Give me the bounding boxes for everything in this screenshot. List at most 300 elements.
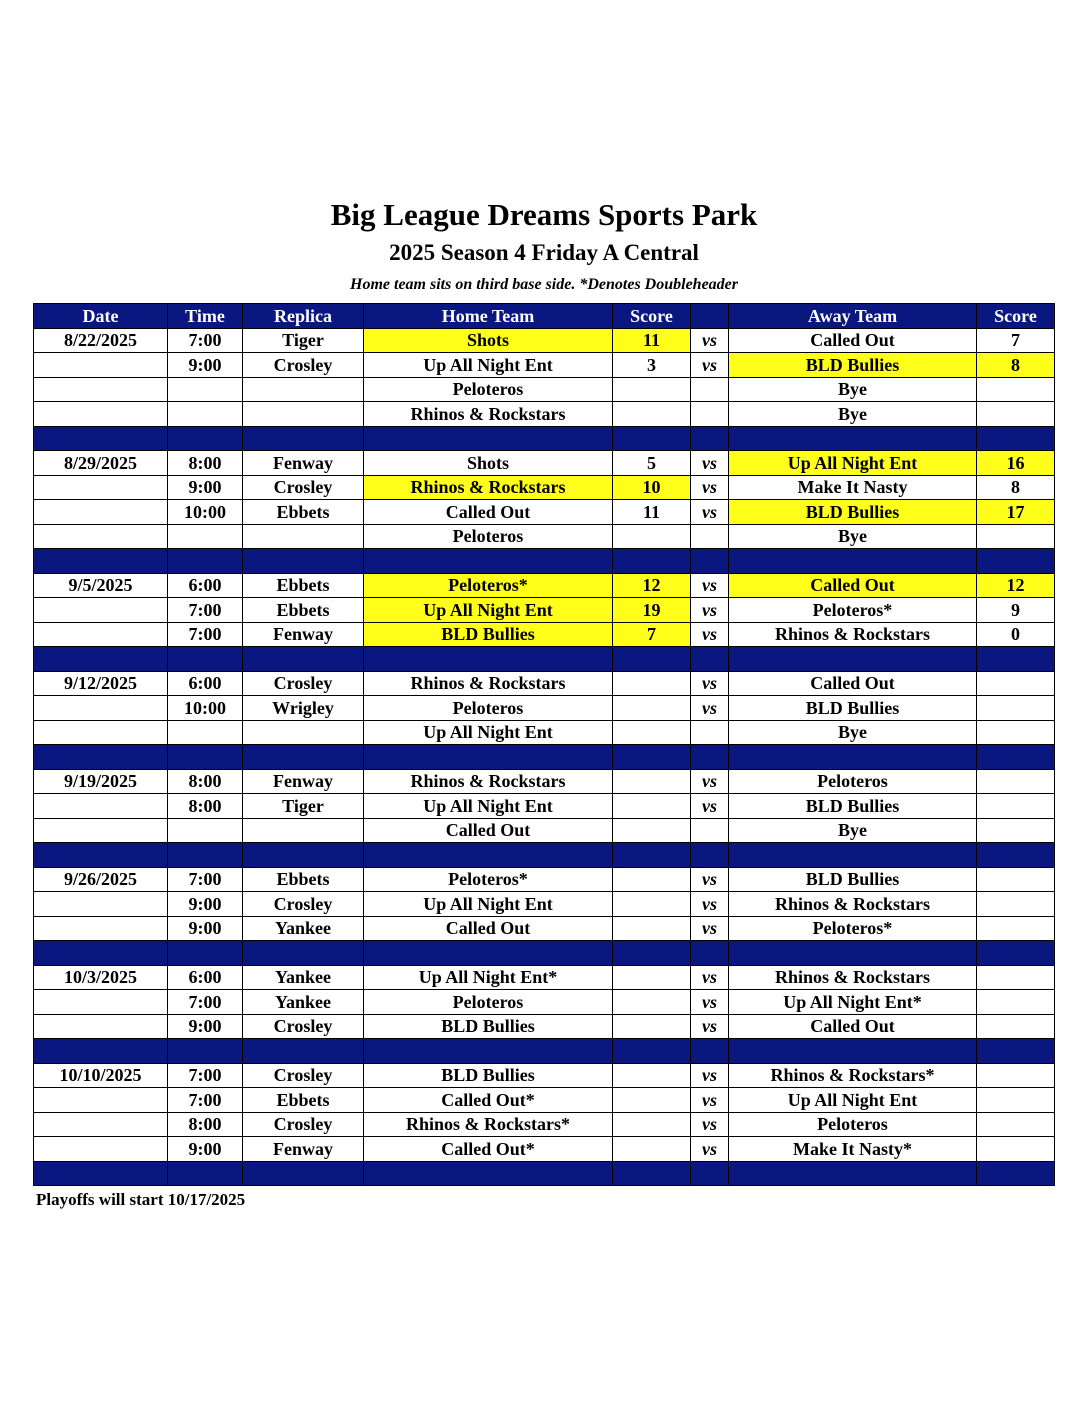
time-cell: 9:00 [168, 1014, 243, 1039]
away-score-cell [977, 402, 1055, 427]
home-team-cell: BLD Bullies [364, 622, 613, 647]
separator-cell [729, 941, 977, 966]
separator-cell [34, 426, 168, 451]
home-team-cell: Up All Night Ent* [364, 965, 613, 990]
away-score-cell [977, 1014, 1055, 1039]
header-vs [691, 304, 729, 329]
separator-cell [977, 1161, 1055, 1186]
replica-cell: Fenway [243, 1137, 364, 1162]
home-score-cell: 3 [613, 353, 691, 378]
separator-cell [977, 426, 1055, 451]
vs-cell: vs [691, 353, 729, 378]
vs-cell [691, 720, 729, 745]
separator-cell [613, 426, 691, 451]
time-cell: 9:00 [168, 475, 243, 500]
date-cell [34, 598, 168, 623]
separator-cell [691, 1161, 729, 1186]
time-cell [168, 818, 243, 843]
date-cell [34, 990, 168, 1015]
time-cell: 7:00 [168, 867, 243, 892]
replica-cell: Crosley [243, 1063, 364, 1088]
date-cell [34, 524, 168, 549]
vs-cell [691, 377, 729, 402]
separator-cell [729, 426, 977, 451]
replica-cell: Fenway [243, 769, 364, 794]
home-score-cell: 11 [613, 500, 691, 525]
replica-cell: Crosley [243, 671, 364, 696]
replica-cell: Fenway [243, 451, 364, 476]
replica-cell: Yankee [243, 990, 364, 1015]
replica-cell: Crosley [243, 475, 364, 500]
time-cell: 6:00 [168, 965, 243, 990]
separator-cell [364, 647, 613, 672]
replica-cell: Ebbets [243, 573, 364, 598]
home-score-cell [613, 794, 691, 819]
home-score-cell [613, 1063, 691, 1088]
time-cell: 9:00 [168, 1137, 243, 1162]
home-score-cell: 11 [613, 328, 691, 353]
home-score-cell [613, 990, 691, 1015]
header-away-score: Score [977, 304, 1055, 329]
date-cell [34, 1088, 168, 1113]
header-replica: Replica [243, 304, 364, 329]
vs-cell: vs [691, 328, 729, 353]
date-cell [34, 402, 168, 427]
home-team-cell: Up All Night Ent [364, 720, 613, 745]
table-row [34, 867, 1055, 892]
separator-cell [243, 426, 364, 451]
away-team-cell: Called Out [729, 573, 977, 598]
home-score-cell: 19 [613, 598, 691, 623]
away-score-cell [977, 1112, 1055, 1137]
separator-cell [364, 843, 613, 868]
vs-cell: vs [691, 696, 729, 721]
home-score-cell [613, 916, 691, 941]
table-row [34, 696, 1055, 721]
home-team-cell: Rhinos & Rockstars [364, 475, 613, 500]
home-score-cell [613, 1137, 691, 1162]
home-score-cell [613, 769, 691, 794]
table-row [34, 353, 1055, 378]
home-team-cell: Called Out* [364, 1137, 613, 1162]
replica-cell [243, 402, 364, 427]
home-team-cell: BLD Bullies [364, 1014, 613, 1039]
away-team-cell: Make It Nasty [729, 475, 977, 500]
header-time: Time [168, 304, 243, 329]
away-team-cell: Bye [729, 818, 977, 843]
vs-cell: vs [691, 475, 729, 500]
home-score-cell [613, 1112, 691, 1137]
replica-cell: Fenway [243, 622, 364, 647]
table-row [34, 892, 1055, 917]
time-cell: 7:00 [168, 328, 243, 353]
date-cell [34, 1014, 168, 1039]
separator-cell [34, 1161, 168, 1186]
away-team-cell: Bye [729, 377, 977, 402]
vs-cell: vs [691, 794, 729, 819]
table-row [34, 500, 1055, 525]
separator-cell [613, 647, 691, 672]
header-home-score: Score [613, 304, 691, 329]
away-team-cell: Peloteros* [729, 916, 977, 941]
separator-cell [613, 941, 691, 966]
replica-cell: Ebbets [243, 867, 364, 892]
home-score-cell [613, 818, 691, 843]
separator-cell [243, 1161, 364, 1186]
separator-cell [34, 745, 168, 770]
separator-cell [168, 1161, 243, 1186]
separator-cell [168, 745, 243, 770]
home-team-cell: Up All Night Ent [364, 353, 613, 378]
away-score-cell: 12 [977, 573, 1055, 598]
separator-cell [168, 843, 243, 868]
date-cell [34, 696, 168, 721]
week-separator-row [34, 426, 1055, 451]
time-cell: 6:00 [168, 573, 243, 598]
away-team-cell: BLD Bullies [729, 867, 977, 892]
away-team-cell: BLD Bullies [729, 794, 977, 819]
home-score-cell [613, 402, 691, 427]
replica-cell: Ebbets [243, 500, 364, 525]
away-score-cell [977, 524, 1055, 549]
separator-cell [364, 1039, 613, 1064]
away-score-cell [977, 696, 1055, 721]
home-score-cell: 7 [613, 622, 691, 647]
separator-cell [613, 1039, 691, 1064]
away-score-cell [977, 916, 1055, 941]
table-row [34, 1063, 1055, 1088]
time-cell: 6:00 [168, 671, 243, 696]
home-score-cell: 10 [613, 475, 691, 500]
time-cell: 8:00 [168, 794, 243, 819]
table-header-row [34, 304, 1055, 329]
home-team-cell: Rhinos & Rockstars [364, 671, 613, 696]
separator-cell [729, 1161, 977, 1186]
home-score-cell [613, 377, 691, 402]
separator-cell [613, 745, 691, 770]
away-score-cell [977, 965, 1055, 990]
home-team-cell: Peloteros [364, 524, 613, 549]
home-score-cell [613, 671, 691, 696]
date-cell: 10/3/2025 [34, 965, 168, 990]
away-score-cell [977, 1137, 1055, 1162]
vs-cell: vs [691, 622, 729, 647]
away-score-cell [977, 769, 1055, 794]
table-row [34, 1112, 1055, 1137]
home-team-cell: Rhinos & Rockstars [364, 769, 613, 794]
home-score-cell [613, 524, 691, 549]
date-cell [34, 475, 168, 500]
date-cell: 9/26/2025 [34, 867, 168, 892]
separator-cell [243, 1039, 364, 1064]
away-score-cell [977, 892, 1055, 917]
header-home-team: Home Team [364, 304, 613, 329]
date-cell [34, 818, 168, 843]
schedule-note: Home team sits on third base side. *Denotes Doubleheader [350, 276, 738, 293]
table-row [34, 573, 1055, 598]
away-score-cell [977, 818, 1055, 843]
away-team-cell: Up All Night Ent [729, 1088, 977, 1113]
away-score-cell [977, 377, 1055, 402]
home-team-cell: Shots [364, 451, 613, 476]
time-cell: 7:00 [168, 622, 243, 647]
home-team-cell: Called Out* [364, 1088, 613, 1113]
separator-cell [364, 1161, 613, 1186]
replica-cell: Crosley [243, 892, 364, 917]
separator-cell [977, 941, 1055, 966]
date-cell [34, 916, 168, 941]
table-row [34, 1014, 1055, 1039]
separator-cell [243, 647, 364, 672]
week-separator-row [34, 647, 1055, 672]
away-score-cell: 8 [977, 353, 1055, 378]
away-team-cell: Make It Nasty* [729, 1137, 977, 1162]
home-score-cell [613, 720, 691, 745]
separator-cell [691, 745, 729, 770]
separator-cell [34, 647, 168, 672]
home-team-cell: Rhinos & Rockstars [364, 402, 613, 427]
separator-cell [34, 549, 168, 574]
separator-cell [691, 1039, 729, 1064]
week-separator-row [34, 1039, 1055, 1064]
page-title: Big League Dreams Sports Park [330, 197, 758, 232]
separator-cell [977, 1039, 1055, 1064]
week-separator-row [34, 843, 1055, 868]
separator-cell [243, 549, 364, 574]
time-cell: 9:00 [168, 353, 243, 378]
vs-cell: vs [691, 598, 729, 623]
home-team-cell: Peloteros* [364, 867, 613, 892]
date-cell: 8/22/2025 [34, 328, 168, 353]
away-team-cell: Called Out [729, 328, 977, 353]
time-cell [168, 377, 243, 402]
week-separator-row [34, 941, 1055, 966]
away-team-cell: BLD Bullies [729, 696, 977, 721]
time-cell: 9:00 [168, 892, 243, 917]
vs-cell: vs [691, 769, 729, 794]
vs-cell [691, 524, 729, 549]
home-team-cell: Shots [364, 328, 613, 353]
season-subtitle: 2025 Season 4 Friday A Central [389, 240, 699, 265]
replica-cell [243, 720, 364, 745]
away-score-cell [977, 671, 1055, 696]
date-cell [34, 892, 168, 917]
date-cell: 8/29/2025 [34, 451, 168, 476]
home-score-cell [613, 892, 691, 917]
time-cell: 9:00 [168, 916, 243, 941]
replica-cell: Wrigley [243, 696, 364, 721]
replica-cell: Ebbets [243, 598, 364, 623]
home-score-cell [613, 867, 691, 892]
separator-cell [364, 426, 613, 451]
separator-cell [691, 843, 729, 868]
home-team-cell: Called Out [364, 500, 613, 525]
date-cell [34, 1112, 168, 1137]
table-row [34, 818, 1055, 843]
away-team-cell: Bye [729, 524, 977, 549]
table-row [34, 402, 1055, 427]
time-cell [168, 402, 243, 427]
table-row [34, 990, 1055, 1015]
away-team-cell: BLD Bullies [729, 353, 977, 378]
separator-cell [364, 941, 613, 966]
date-cell [34, 720, 168, 745]
separator-cell [691, 647, 729, 672]
separator-cell [34, 1039, 168, 1064]
away-team-cell: Rhinos & Rockstars [729, 622, 977, 647]
separator-cell [168, 941, 243, 966]
schedule-table [33, 303, 1055, 1186]
separator-cell [168, 426, 243, 451]
vs-cell: vs [691, 990, 729, 1015]
away-score-cell [977, 990, 1055, 1015]
home-team-cell: Up All Night Ent [364, 794, 613, 819]
away-score-cell: 8 [977, 475, 1055, 500]
table-row [34, 1088, 1055, 1113]
away-score-cell [977, 794, 1055, 819]
replica-cell [243, 818, 364, 843]
away-team-cell: Peloteros [729, 769, 977, 794]
date-cell: 9/19/2025 [34, 769, 168, 794]
home-team-cell: BLD Bullies [364, 1063, 613, 1088]
home-team-cell: Peloteros [364, 696, 613, 721]
week-separator-row [34, 549, 1055, 574]
table-row [34, 769, 1055, 794]
home-team-cell: Peloteros [364, 990, 613, 1015]
date-cell: 9/5/2025 [34, 573, 168, 598]
separator-cell [691, 941, 729, 966]
replica-cell [243, 524, 364, 549]
table-row [34, 916, 1055, 941]
table-row [34, 451, 1055, 476]
away-team-cell: Rhinos & Rockstars* [729, 1063, 977, 1088]
separator-cell [34, 941, 168, 966]
separator-cell [168, 1039, 243, 1064]
time-cell: 8:00 [168, 769, 243, 794]
separator-cell [977, 549, 1055, 574]
vs-cell: vs [691, 1137, 729, 1162]
home-score-cell: 5 [613, 451, 691, 476]
vs-cell: vs [691, 892, 729, 917]
separator-cell [243, 745, 364, 770]
separator-cell [729, 647, 977, 672]
away-team-cell: Peloteros [729, 1112, 977, 1137]
replica-cell: Tiger [243, 794, 364, 819]
home-score-cell [613, 1014, 691, 1039]
date-cell: 9/12/2025 [34, 671, 168, 696]
time-cell: 7:00 [168, 1088, 243, 1113]
table-row [34, 671, 1055, 696]
away-team-cell: Rhinos & Rockstars [729, 892, 977, 917]
away-score-cell: 7 [977, 328, 1055, 353]
home-team-cell: Rhinos & Rockstars* [364, 1112, 613, 1137]
away-score-cell: 16 [977, 451, 1055, 476]
away-team-cell: Bye [729, 402, 977, 427]
replica-cell: Crosley [243, 1014, 364, 1039]
week-separator-row [34, 745, 1055, 770]
vs-cell: vs [691, 965, 729, 990]
separator-cell [168, 549, 243, 574]
table-row [34, 328, 1055, 353]
home-team-cell: Up All Night Ent [364, 598, 613, 623]
vs-cell: vs [691, 867, 729, 892]
away-score-cell [977, 1088, 1055, 1113]
time-cell: 7:00 [168, 990, 243, 1015]
replica-cell: Ebbets [243, 1088, 364, 1113]
vs-cell: vs [691, 1014, 729, 1039]
home-score-cell [613, 696, 691, 721]
table-row [34, 794, 1055, 819]
vs-cell: vs [691, 573, 729, 598]
vs-cell [691, 818, 729, 843]
table-row [34, 475, 1055, 500]
table-row [34, 377, 1055, 402]
home-team-cell: Called Out [364, 818, 613, 843]
separator-cell [34, 843, 168, 868]
table-row [34, 622, 1055, 647]
replica-cell: Crosley [243, 353, 364, 378]
vs-cell: vs [691, 1063, 729, 1088]
vs-cell: vs [691, 916, 729, 941]
separator-cell [691, 426, 729, 451]
replica-cell [243, 377, 364, 402]
away-team-cell: Peloteros* [729, 598, 977, 623]
away-score-cell [977, 1063, 1055, 1088]
vs-cell: vs [691, 500, 729, 525]
table-row [34, 1137, 1055, 1162]
time-cell: 7:00 [168, 1063, 243, 1088]
vs-cell: vs [691, 451, 729, 476]
header-date: Date [34, 304, 168, 329]
separator-cell [364, 745, 613, 770]
date-cell [34, 353, 168, 378]
away-score-cell [977, 867, 1055, 892]
date-cell [34, 1137, 168, 1162]
time-cell [168, 720, 243, 745]
away-score-cell: 17 [977, 500, 1055, 525]
playoffs-note: Playoffs will start 10/17/2025 [36, 1190, 246, 1209]
date-cell [34, 794, 168, 819]
table-row [34, 720, 1055, 745]
home-score-cell: 12 [613, 573, 691, 598]
away-score-cell: 9 [977, 598, 1055, 623]
separator-cell [977, 843, 1055, 868]
date-cell [34, 500, 168, 525]
away-team-cell: Rhinos & Rockstars [729, 965, 977, 990]
separator-cell [729, 549, 977, 574]
time-cell: 10:00 [168, 696, 243, 721]
time-cell: 8:00 [168, 1112, 243, 1137]
vs-cell: vs [691, 1112, 729, 1137]
date-cell [34, 377, 168, 402]
away-team-cell: Up All Night Ent* [729, 990, 977, 1015]
separator-cell [977, 745, 1055, 770]
replica-cell: Tiger [243, 328, 364, 353]
separator-cell [729, 745, 977, 770]
vs-cell [691, 402, 729, 427]
separator-cell [691, 549, 729, 574]
home-team-cell: Up All Night Ent [364, 892, 613, 917]
replica-cell: Crosley [243, 1112, 364, 1137]
away-team-cell: Called Out [729, 671, 977, 696]
away-team-cell: Bye [729, 720, 977, 745]
away-team-cell: BLD Bullies [729, 500, 977, 525]
time-cell [168, 524, 243, 549]
separator-cell [613, 549, 691, 574]
away-team-cell: Up All Night Ent [729, 451, 977, 476]
away-score-cell [977, 720, 1055, 745]
away-team-cell: Called Out [729, 1014, 977, 1039]
